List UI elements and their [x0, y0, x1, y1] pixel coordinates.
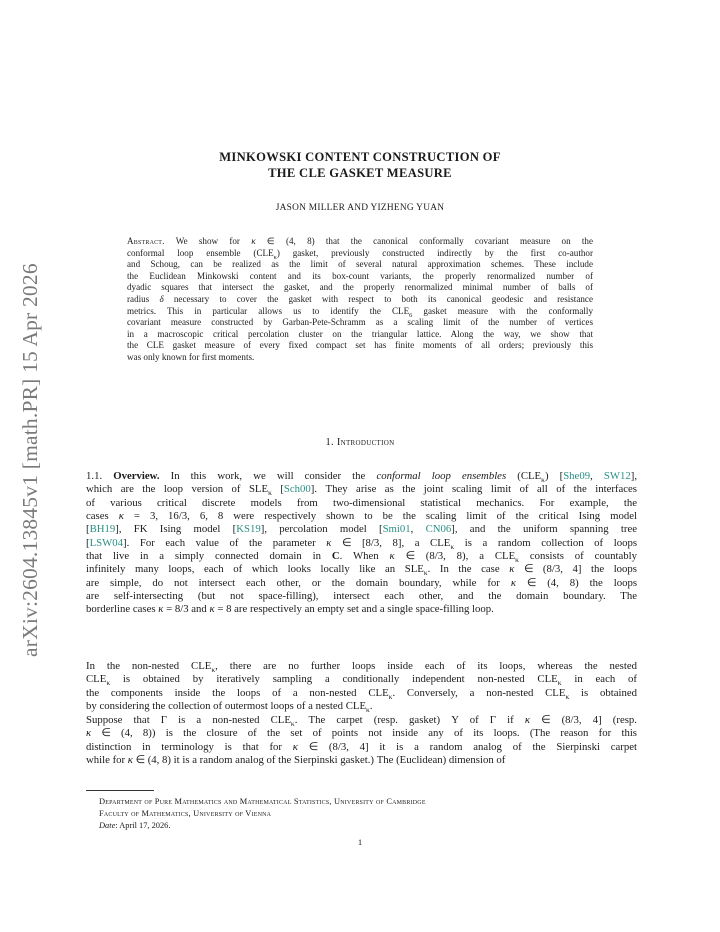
abstract-label: Abstract. — [127, 236, 165, 246]
overview-line-1: 1.1. Overview. In this work, we will consider the conformal loop ensembles $(CLE_\kappa)$ [She09, SW12], — [86, 470, 638, 485]
affiliation-vienna: Faculty of Mathematics, University of Vienna — [99, 809, 272, 819]
abstract — [127, 236, 593, 364]
overview-line-10: are self-intersecting (but not space-filling), intersect each other, and the domain boundary. The — [86, 590, 637, 603]
arxiv-identifier-stamp — [14, 249, 44, 657]
overview-line-4: cases κ = 3, 16/3, 6, 8 were respectively shown to be the scaling limit of the critical Ising model — [86, 510, 638, 523]
paper-title-line-2: THE CLE GASKET MEASURE — [268, 166, 452, 180]
overview-line-2: which are the loop version of $SLE_\kappa$ [Sch00]. They arise as the joint scaling limit of all of the interfaces — [86, 483, 637, 498]
overview-line-11: borderline cases κ = 8/3 and κ = 8 are respectively an empty set and a single space-filling loop. — [86, 603, 494, 616]
paragraph-nested-cle — [86, 660, 637, 713]
footnote-rule — [86, 790, 154, 791]
carpet-gasket-line-2: κ ∈ (4, 8)) is the closure of the set of points not inside any of its loops. (The reason for this — [86, 727, 637, 740]
arxiv-stamp-text: arXiv:2604.13845v1 [math.PR] 15 Apr 2026 — [18, 263, 42, 657]
paragraph-overview — [86, 470, 637, 617]
paragraph-carpet-gasket — [86, 714, 637, 767]
abstract-line-5: dyadic squares that intersect the gasket, and the properly renormalized minimal number of balls of — [127, 282, 593, 293]
overview-line-5: [BH19], FK Ising model [KS19], percolation model [Smi01, CN06], and the uniform spanning tree — [86, 523, 638, 536]
carpet-gasket-line-3: distinction in terminology is that for κ ∈ (8/3, 4] it is a random analog of the Sierpinski carpet — [86, 740, 637, 753]
overview-line-6: [LSW04]. For each value of the parameter κ ∈ [8/3, 8], a $CLE_\kappa$ is a random collection of loops — [86, 536, 637, 551]
paper-title-line-1: MINKOWSKI CONTENT CONSTRUCTION OF — [219, 150, 501, 164]
abstract-line-6: radius δ necessary to cover the gasket with respect to both its canonical geodesic and resistance — [127, 293, 593, 304]
nested-cle-line-3: the components inside the loops of a non-nested $CLE_\kappa$. Conversely, a non-nested $CLE_\kappa$ is obtained — [86, 686, 637, 701]
abstract-line-7: metrics. This in particular allows us to identify the $CLE_6$ gasket measure with the conformally — [127, 305, 593, 319]
paper-authors: JASON MILLER AND YIZHENG YUAN — [275, 203, 445, 213]
nested-cle-line-1: In the non-nested $CLE_\kappa$, there are no further loops inside each of its loops, whereas the nested — [86, 660, 637, 675]
overview-line-3: of various critical discrete models from two-dimensional statistical mechanics. For example, the — [86, 496, 637, 509]
page-number: 1 — [357, 837, 363, 847]
footnote — [99, 796, 426, 833]
overview-line-8: infinitely many loops, each of which looks locally like an $SLE_\kappa$. In the case κ ∈ (8/3, 4] the loops — [86, 563, 637, 578]
abstract-line-3: and Schoug, can be realized as the limit of several natural approximation schemes. These include — [127, 259, 593, 270]
paper-date — [99, 820, 426, 832]
abstract-line-11: was only known for first moments. — [127, 351, 255, 362]
abstract-line-8: covariant measure constructed by Garban-Pete-Schramm as a scaling limit of the number of vertices — [127, 317, 593, 328]
abstract-line-10: the CLE gasket measure of every fixed compact set has finite moments of all orders; previously this — [127, 340, 593, 351]
abstract-line-2: conformal loop ensemble $(CLE_\kappa)$ gasket, previously constructed indirectly by the first co-author — [127, 247, 593, 261]
overview-line-9: are simple, do not intersect each other, or the domain boundary, while for κ ∈ (4, 8) the loops — [86, 576, 638, 589]
abstract-line-4: the Euclidean Minkowski content and its box-count variants, the properly renormalized number of — [127, 270, 593, 281]
subsection-title: Overview. — [113, 470, 160, 482]
affiliation-cambridge: Department of Pure Mathematics and Mathematical Statistics, University of Cambridge — [99, 797, 426, 806]
section-heading-introduction: 1. Introduction — [325, 437, 395, 448]
carpet-gasket-line-4: while for κ ∈ (4, 8) it is a random analog of the Sierpinski gasket.) The (Euclidean) dimension of — [86, 754, 506, 767]
nested-cle-line-4: by considering the collection of outermost loops of a nested $CLE_\kappa$. — [86, 700, 373, 715]
abstract-line-1: Abstract. We show for κ ∈ (4, 8) that the canonical conformally covariant measure on the — [127, 236, 593, 246]
abstract-line-9: in a macroscopic critical percolation cluster on the triangular lattice. Along the way, we show that — [127, 328, 593, 339]
date-value: : April 17, 2026. — [115, 821, 171, 831]
overview-line-7: that live in a simply connected domain in C. When κ ∈ (8/3, 8), a $CLE_\kappa$ consists of countably — [86, 550, 637, 565]
date-label: Date — [99, 821, 116, 831]
carpet-gasket-line-1: Suppose that Γ is a non-nested $CLE_\kappa$. The carpet (resp. gasket) Υ of Γ if κ ∈ (8/3, 4] (resp. — [86, 714, 637, 729]
nested-cle-line-2: $CLE_\kappa$ is obtained by iteratively sampling a conditionally independent non-nested $CLE_\kappa$ in each of — [86, 673, 637, 688]
